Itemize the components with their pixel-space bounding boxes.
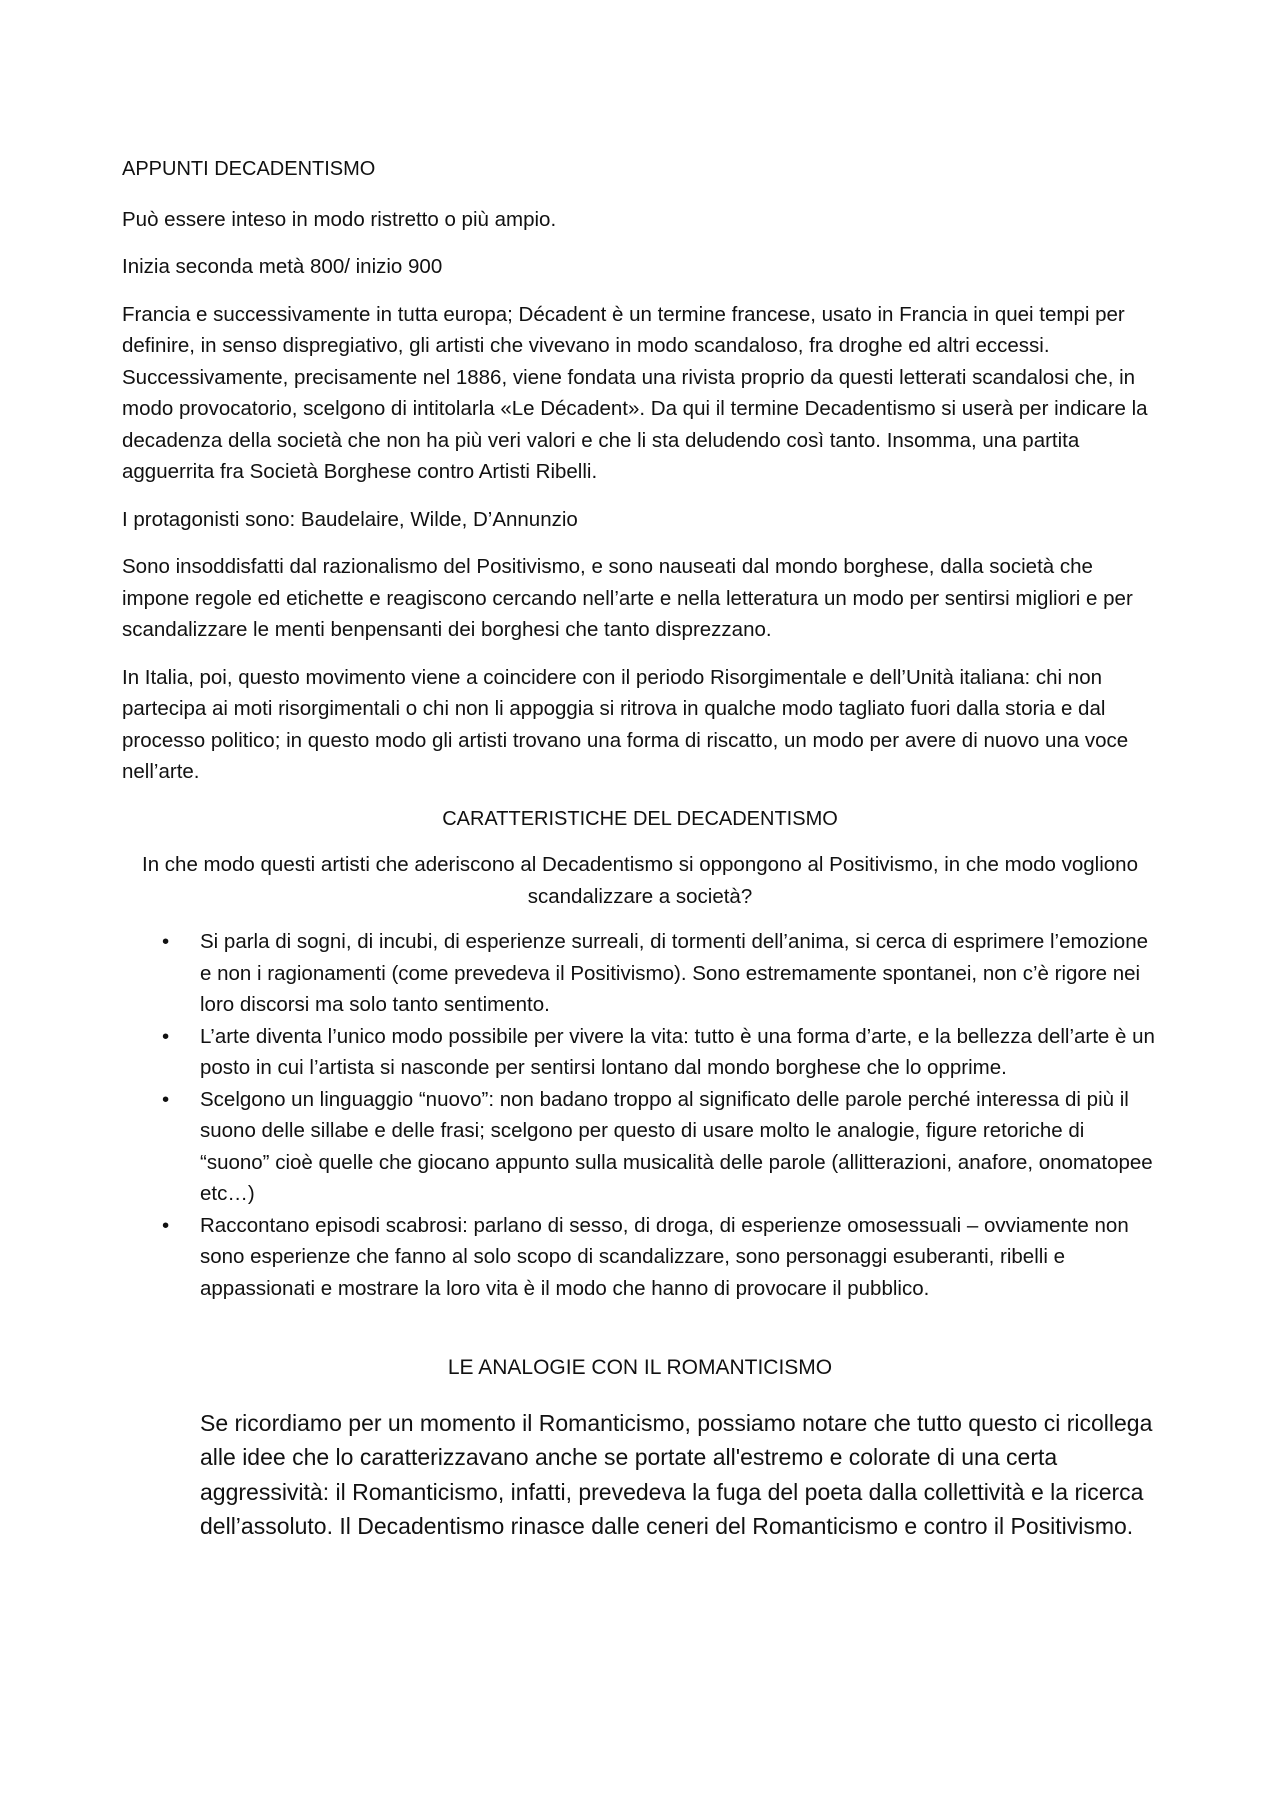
- list-item-text: Raccontano episodi scabrosi: parlano di sesso, di droga, di esperienze omosessuali – ovviamente non sono esperienze che fanno al solo scopo di scandalizzare, sono personaggi esuberanti, ribelli e appassionati e mostrare la loro vita è il modo che hanno di provocare il pubblico.: [200, 1213, 1129, 1300]
- paragraph-definition: Può essere inteso in modo ristretto o più ampio.: [122, 207, 557, 231]
- document-title: APPUNTI DECADENTISMO: [122, 158, 376, 180]
- bullet-icon: •: [162, 930, 170, 953]
- list-item: [162, 1210, 1158, 1305]
- paragraph-period: Inizia seconda metà 800/ inizio 900: [122, 255, 443, 278]
- characteristics-list: [122, 926, 1158, 1304]
- list-item-text: Scelgono un linguaggio “nuovo”: non badano troppo al significato delle parole perché interessa di più il suono delle sillabe e delle frasi; scelgono per questo di usare molto le analogie, figure retoriche di “suono” cioè quelle che giocano appunto sulla musicalità delle parole (allitterazioni, anafore, onomatopee etc…): [200, 1087, 1153, 1205]
- paragraph-origin: Francia e successivamente in tutta europa; Décadent è un termine francese, usato in Francia in quei tempi per definire, in senso dispregiativo, gli artisti che vivevano in modo scandaloso, fra droghe ed altri eccessi. Successivamente, precisamente nel 1886, viene fondata una rivista proprio da questi letterati scandalosi che, in modo provocatorio, scelgono di intitolarla «Le Décadent». Da qui il termine Decadentismo si userà per indicare la decadenza della società che non ha più veri valori e che li sta deludendo così tanto. Insomma, una partita agguerrita fra Società Borghese contro Artisti Ribelli.: [122, 302, 1148, 483]
- list-item-text: Si parla di sogni, di incubi, di esperienze surreali, di tormenti dell’anima, si cerca di esprimere l’emozione e non i ragionamenti (come prevedeva il Positivismo). Sono estremamente spontanei, non c’è rigore nei loro discorsi ma solo tanto sentimento.: [200, 930, 1148, 1016]
- list-item: [162, 926, 1158, 1021]
- paragraph-romanticism: Se ricordiamo per un momento il Romanticismo, possiamo notare che tutto questo ci ricollega alle idee che lo caratterizzavano anche se portate all'estremo e colorate di una certa aggressività: il Romanticismo, infatti, prevedeva la fuga del poeta dalla collettività e la ricerca dell’assoluto. Il Decadentismo rinasce dalle ceneri del Romanticismo e contro il Positivismo.: [200, 1409, 1153, 1539]
- list-item-text: L’arte diventa l’unico modo possibile per vivere la vita: tutto è una forma d’arte, e la bellezza dell’arte è un posto in cui l’artista si nasconde per sentirsi lontano dal mondo borghese che lo opprime.: [200, 1024, 1155, 1079]
- bullet-icon: •: [162, 1024, 170, 1048]
- section-heading-characteristics: CARATTERISTICHE DEL DECADENTISMO: [442, 807, 838, 830]
- bullet-icon: •: [162, 1087, 170, 1111]
- section-question: In che modo questi artisti che aderiscono al Decadentismo si oppongono al Positivismo, in che modo vogliono scandalizzare a società?: [142, 853, 1138, 908]
- paragraph-dissatisfaction: Sono insoddisfatti dal razionalismo del Positivismo, e sono nauseati dal mondo borghese, dalla società che impone regole ed etichette e reagiscono cercando nell’arte e nella letteratura un modo per sentirsi migliori e per scandalizzare le menti benpensanti dei borghesi che tanto disprezzano.: [122, 555, 1133, 641]
- paragraph-protagonists: I protagonisti sono: Baudelaire, Wilde, D’Annunzio: [122, 507, 578, 531]
- bullet-icon: •: [162, 1213, 170, 1237]
- list-item: [162, 1084, 1158, 1210]
- list-item: [162, 1021, 1158, 1084]
- paragraph-italy: In Italia, poi, questo movimento viene a coincidere con il periodo Risorgimentale e dell’Unità italiana: chi non partecipa ai moti risorgimentali o chi non li appoggia si ritrova in qualche modo tagliato fuori dalla storia e dal processo politico; in questo modo gli artisti trovano una forma di riscatto, un modo per avere di nuovo una voce nell’arte.: [122, 665, 1129, 783]
- section-heading-romanticism: LE ANALOGIE CON IL ROMANTICISMO: [447, 1356, 833, 1379]
